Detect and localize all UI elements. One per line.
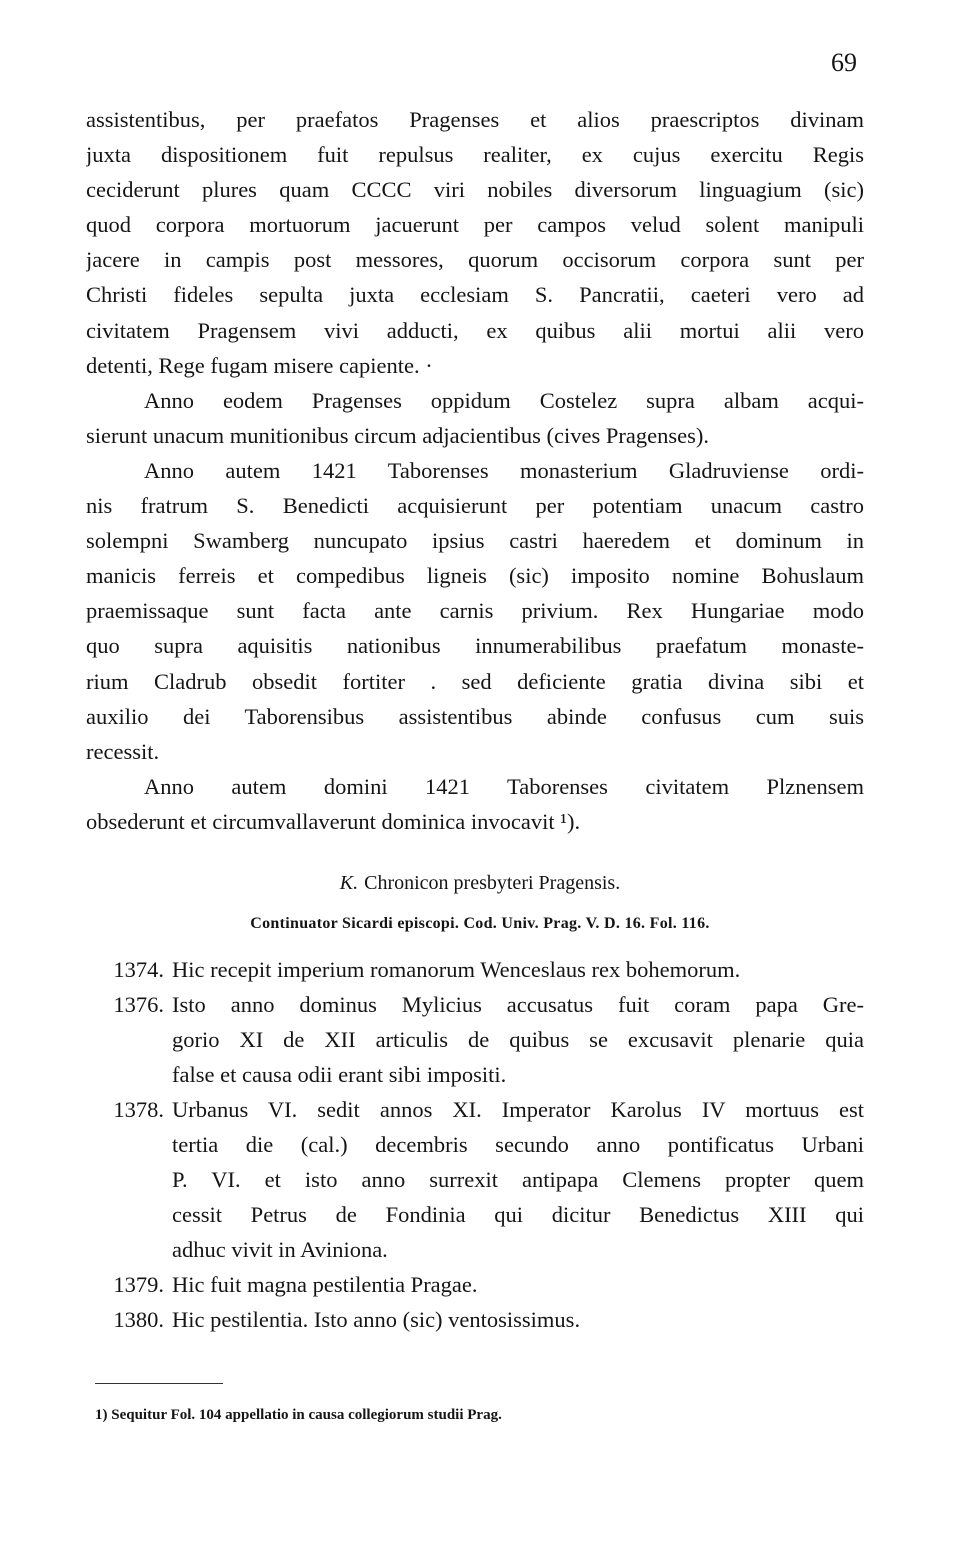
footnote bbox=[95, 1407, 502, 1424]
text-line: solempni Swamberg nuncupato ipsius castri haeredem et dominum in bbox=[86, 528, 864, 554]
text-line: civitatem Pragensem vivi adducti, ex quibus alii mortui alii vero bbox=[86, 317, 864, 343]
footnote-divider bbox=[95, 1383, 223, 1384]
entry-line: Urbanus VI. sedit annos XI. Imperator Karolus IV mortuus est bbox=[172, 1097, 864, 1122]
text-line: auxilio dei Taborensibus assistentibus abinde confusus cum suis bbox=[86, 703, 864, 729]
entry-year: 1380. bbox=[113, 1307, 164, 1332]
text-line: assistentibus, per praefatos Pragenses et alios praescriptos divinam bbox=[86, 107, 864, 132]
entry-text bbox=[172, 1302, 864, 1337]
entry-line: P. VI. et isto anno surrexit antipapa Clemens propter quem bbox=[172, 1167, 864, 1192]
text-line: juxta dispositionem fuit repulsus realiter, ex cujus exercitu Regis bbox=[86, 142, 864, 168]
text-line: obsederunt et circumvallaverunt dominica invocavit ¹). bbox=[86, 808, 581, 834]
text-line: ceciderunt plures quam CCCC viri nobiles diversorum linguagium (sic) bbox=[86, 177, 864, 203]
text-line: quo supra aquisitis nationibus innumerabilibus praefatum monaste- bbox=[86, 633, 864, 659]
entry-line: false et causa odii erant sibi impositi. bbox=[172, 1062, 507, 1087]
entry-line: Hic fuit magna pestilentia Pragae. bbox=[172, 1272, 478, 1297]
text-line: Anno autem domini 1421 Taborenses civitatem Plznensem bbox=[144, 773, 864, 799]
entry-year: 1378. bbox=[113, 1097, 164, 1122]
entry-line: gorio XI de XII articulis de quibus se excusavit plenarie quia bbox=[172, 1027, 864, 1052]
section-source: Continuator Sicardi episcopi. Cod. Univ. Prag. V. D. 16. Fol. 116. bbox=[250, 915, 710, 932]
page-number: 69 bbox=[831, 48, 857, 77]
text-line: sierunt unacum munitionibus circum adjacientibus (cives Pragenses). bbox=[86, 422, 709, 448]
text-line: rium Cladrub obsedit fortiter . sed deficiente gratia divina sibi et bbox=[86, 668, 864, 694]
text-line: Anno autem 1421 Taborenses monasterium Gladruviense ordi- bbox=[144, 457, 864, 483]
entry-line: Hic pestilentia. Isto anno (sic) ventosissimus. bbox=[172, 1307, 581, 1332]
entry-text bbox=[172, 952, 864, 987]
entry-text bbox=[172, 1092, 864, 1267]
entry-text bbox=[172, 987, 864, 1092]
main-text bbox=[86, 102, 864, 839]
text-line: nis fratrum S. Benedicti acquisierunt per potentiam unacum castro bbox=[86, 493, 864, 519]
entry-year: 1379. bbox=[113, 1272, 164, 1297]
section-title-text: Chronicon presbyteri Pragensis. bbox=[364, 872, 621, 894]
text-line: jacere in campis post messores, quorum occisorum corpora sunt per bbox=[86, 247, 864, 273]
text-line: detenti, Rege fugam misere capiente. · bbox=[86, 352, 433, 378]
text-line: Christi fideles sepulta juxta ecclesiam S. Pancratii, caeteri vero ad bbox=[86, 282, 864, 308]
chronicle-entry bbox=[86, 1302, 864, 1337]
chronicle-entry bbox=[86, 952, 864, 987]
chronicle-entry bbox=[86, 1092, 864, 1267]
entry-text bbox=[172, 1267, 864, 1302]
chronicle-entry bbox=[86, 1267, 864, 1302]
text-line: manicis ferreis et compedibus ligneis (sic) imposito nomine Bohuslaum bbox=[86, 563, 864, 589]
entry-line: tertia die (cal.) decembris secundo anno pontificatus Urbani bbox=[172, 1132, 864, 1157]
entry-line: cessit Petrus de Fondinia qui dicitur Benedictus XIII qui bbox=[172, 1202, 864, 1227]
text-line: recessit. bbox=[86, 738, 160, 764]
entry-line: adhuc vivit in Aviniona. bbox=[172, 1237, 388, 1262]
section-title bbox=[0, 872, 960, 895]
entry-year: 1376. bbox=[113, 992, 164, 1017]
entry-line: Isto anno dominus Mylicius accusatus fuit coram papa Gre- bbox=[172, 992, 864, 1017]
section-letter: K. bbox=[339, 872, 359, 894]
entry-year: 1374. bbox=[113, 957, 164, 982]
footnote-marker: 1) bbox=[95, 1407, 108, 1423]
chronicle-entries bbox=[86, 952, 864, 1337]
text-line: praemissaque sunt facta ante carnis privium. Rex Hungariae modo bbox=[86, 598, 864, 624]
entry-line: Hic recepit imperium romanorum Wenceslaus rex bohemorum. bbox=[172, 957, 741, 982]
footnote-text: Sequitur Fol. 104 appellatio in causa collegiorum studii Prag. bbox=[111, 1407, 502, 1423]
chronicle-entry bbox=[86, 987, 864, 1092]
text-line: Anno eodem Pragenses oppidum Costelez supra albam acqui- bbox=[144, 387, 864, 413]
text-line: quod corpora mortuorum jacuerunt per campos velud solent manipuli bbox=[86, 212, 864, 238]
